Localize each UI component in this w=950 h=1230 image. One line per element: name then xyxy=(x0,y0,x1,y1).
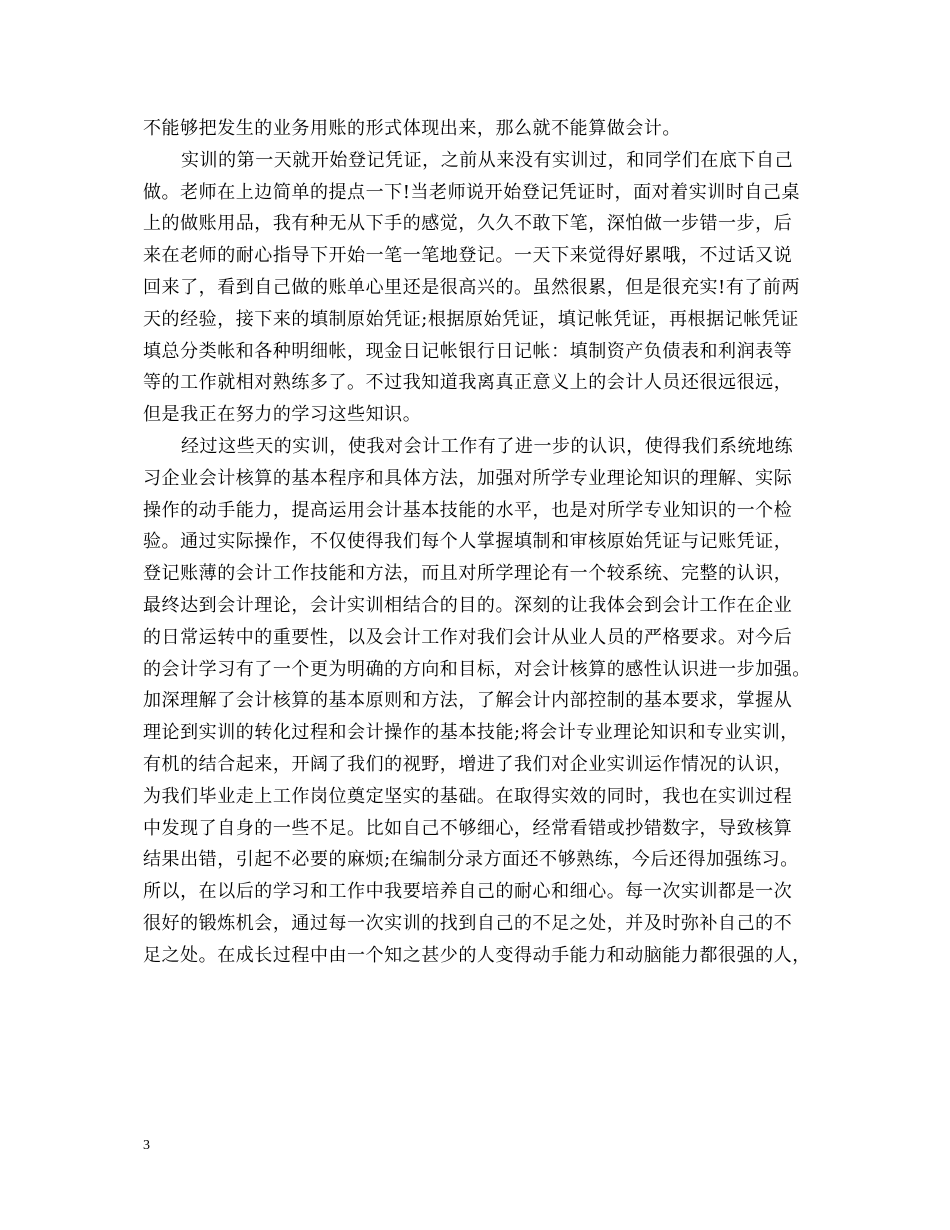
text-line: 登记账薄的会计工作技能和方法，而且对所学理论有一个较系统、完整的认识， xyxy=(143,563,793,585)
text-line: 填总分类帐和各种明细帐，现金日记帐银行日记帐：填制资产负债表和利润表等 xyxy=(143,340,793,362)
text-line: 天的经验，接下来的填制原始凭证;根据原始凭证，填记帐凭证，再根据记帐凭证 xyxy=(143,308,799,330)
text-line: 加深理解了会计核算的基本原则和方法，了解会计内部控制的基本要求，掌握从 xyxy=(143,690,793,712)
text-line: 但是我正在努力的学习这些知识。 xyxy=(143,404,422,426)
text-line: 经过这些天的实训，使我对会计工作有了进一步的认识，使得我们系统地练 xyxy=(181,435,794,457)
text-line: 等的工作就相对熟练多了。不过我知道我离真正意义上的会计人员还很远很远， xyxy=(143,372,793,394)
text-line: 中发现了自身的一些不足。比如自己不够细心，经常看错或抄错数字，导致核算 xyxy=(143,817,793,839)
text-line: 回来了，看到自己做的账单心里还是很高兴的。虽然很累，但是很充实!有了前两 xyxy=(143,276,801,298)
text-line: 做。老师在上边简单的提点一下!当老师说开始登记凭证时，面对着实训时自己桌 xyxy=(143,181,801,203)
text-line: 操作的动手能力，提高运用会计基本技能的水平，也是对所学专业知识的一个检 xyxy=(143,499,793,521)
text-line: 最终达到会计理论，会计实训相结合的目的。深刻的让我体会到会计工作在企业 xyxy=(143,594,793,616)
text-line: 所以，在以后的学习和工作中我要培养自己的耐心和细心。每一次实训都是一次 xyxy=(143,881,793,903)
text-line: 实训的第一天就开始登记凭证，之前从来没有实训过，和同学们在底下自己 xyxy=(181,149,794,171)
text-line: 不能够把发生的业务用账的形式体现出来，那么就不能算做会计。 xyxy=(143,118,681,139)
text-line: 的会计学习有了一个更为明确的方向和目标，对会计核算的感性认识进一步加强。 xyxy=(143,658,811,680)
text-line: 足之处。在成长过程中由一个知之甚少的人变得动手能力和动脑能力都很强的人， xyxy=(143,944,811,966)
body-text xyxy=(143,113,823,972)
text-line: 上的做账用品，我有种无从下手的感觉，久久不敢下笔，深怕做一步错一步，后 xyxy=(143,213,793,235)
text-line: 有机的结合起来，开阔了我们的视野，增进了我们对企业实训运作情况的认识， xyxy=(143,753,793,775)
page-number: 3 xyxy=(143,1138,150,1153)
text-line: 来在老师的耐心指导下开始一笔一笔地登记。一天下来觉得好累哦，不过话又说 xyxy=(143,245,793,267)
text-line: 很好的锻炼机会，通过每一次实训的找到自己的不足之处，并及时弥补自己的不 xyxy=(143,912,793,934)
text-line: 验。通过实际操作，不仅使得我们每个人掌握填制和审核原始凭证与记账凭证， xyxy=(143,531,793,553)
text-line: 结果出错，引起不必要的麻烦;在编制分录方面还不够熟练，今后还得加强练习。 xyxy=(143,849,799,871)
text-line: 的日常运转中的重要性，以及会计工作对我们会计从业人员的严格要求。对今后 xyxy=(143,626,793,648)
text-line: 理论到实训的转化过程和会计操作的基本技能;将会计专业理论知识和专业实训， xyxy=(143,722,799,744)
text-line: 为我们毕业走上工作岗位奠定坚实的基础。在取得实效的同时，我也在实训过程 xyxy=(143,785,793,807)
text-line: 习企业会计核算的基本程序和具体方法，加强对所学专业理论知识的理解、实际 xyxy=(143,467,793,489)
